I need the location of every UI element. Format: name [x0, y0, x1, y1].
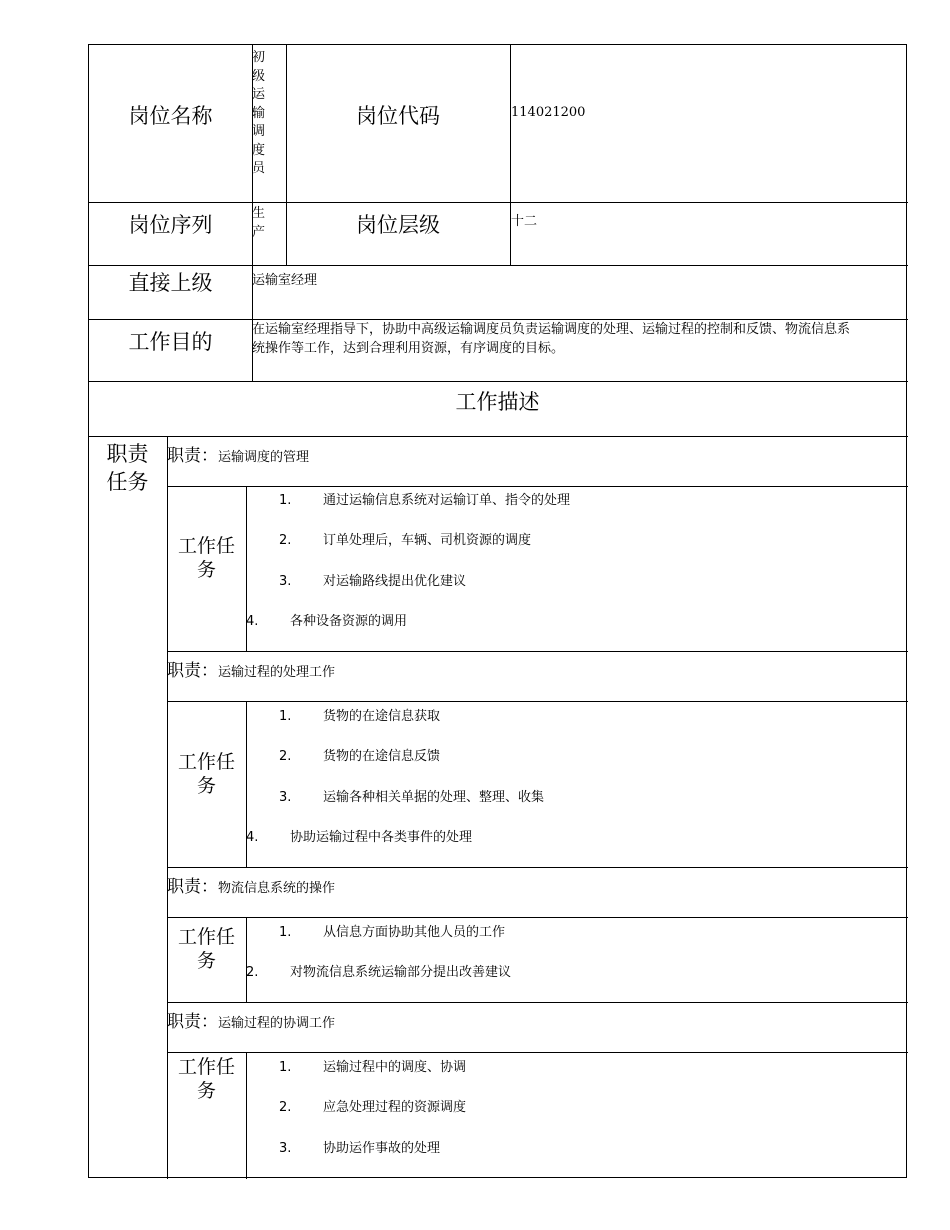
task-item — [279, 921, 505, 940]
task-number: 1. — [279, 709, 292, 724]
task-item — [246, 610, 407, 629]
task-text: 货物的在途信息获取 — [323, 709, 441, 724]
col-divider — [510, 45, 511, 265]
task-text: 应急处理过程的资源调度 — [323, 1100, 467, 1115]
duty-title — [167, 441, 309, 466]
task-label-line: 务 — [196, 775, 216, 797]
task-item — [279, 745, 440, 764]
row-divider — [89, 319, 908, 320]
position-code-value: 114021200 — [511, 105, 586, 120]
task-label — [167, 534, 246, 582]
duty-task-label-line: 任务 — [106, 470, 149, 494]
row-divider — [89, 265, 908, 266]
supervisor-label: 直接上级 — [128, 271, 213, 295]
task-item — [279, 570, 466, 589]
supervisor-value: 运输室经理 — [252, 273, 318, 288]
task-label — [167, 925, 246, 973]
task-item — [279, 1056, 466, 1075]
row-divider — [167, 701, 908, 702]
task-number: 4. — [246, 830, 259, 845]
task-number: 2. — [246, 965, 259, 980]
task-text: 从信息方面协助其他人员的工作 — [323, 925, 506, 940]
task-item — [279, 1096, 466, 1115]
col-divider — [246, 1052, 247, 1179]
duty-title-text: 物流信息系统的操作 — [218, 881, 336, 896]
task-label-line: 务 — [196, 559, 216, 581]
task-number: 1. — [279, 1060, 292, 1075]
duty-prefix: 职责： — [167, 1012, 218, 1032]
task-item — [246, 826, 472, 845]
position-code-label: 岗位代码 — [356, 104, 440, 128]
row-divider — [89, 202, 908, 203]
task-number: 2. — [279, 533, 292, 548]
task-text: 通过运输信息系统对运输订单、指令的处理 — [323, 493, 571, 508]
duty-title-text: 运输过程的处理工作 — [218, 665, 336, 680]
duty-title — [167, 872, 335, 897]
task-text: 订单处理后，车辆、司机资源的调度 — [323, 533, 532, 548]
section-title: 工作描述 — [455, 390, 540, 414]
duty-title — [167, 1007, 335, 1032]
task-number: 2. — [279, 749, 292, 764]
duty-prefix: 职责： — [167, 877, 218, 897]
row-divider — [89, 436, 908, 437]
row-divider — [167, 917, 908, 918]
task-item — [279, 1137, 440, 1156]
task-number: 1. — [279, 493, 292, 508]
task-item — [246, 961, 511, 980]
task-item — [279, 489, 570, 508]
duty-title — [167, 656, 335, 681]
task-number: 3. — [279, 790, 292, 805]
task-label — [167, 1055, 246, 1103]
position-series-label: 岗位序列 — [128, 213, 213, 237]
duty-title-text: 运输调度的管理 — [218, 450, 310, 465]
task-text: 对物流信息系统运输部分提出改善建议 — [290, 965, 512, 980]
task-text: 运输各种相关单据的处理、整理、收集 — [323, 790, 545, 805]
position-level-value: 十二 — [511, 214, 538, 229]
row-divider — [167, 486, 908, 487]
duty-task-label-line: 职责 — [106, 442, 149, 466]
task-text: 货物的在途信息反馈 — [323, 749, 441, 764]
task-label-line: 务 — [196, 950, 216, 972]
task-number: 3. — [279, 574, 292, 589]
row-divider — [167, 1002, 908, 1003]
task-text: 运输过程中的调度、协调 — [323, 1060, 467, 1075]
duty-task-label — [88, 440, 167, 496]
duty-title-text: 运输过程的协调工作 — [218, 1016, 336, 1031]
task-number: 3. — [279, 1141, 292, 1156]
task-number: 2. — [279, 1100, 292, 1115]
purpose-label: 工作目的 — [128, 330, 213, 354]
position-series-value: 生产 — [252, 206, 266, 240]
purpose-text-line: 统操作等工作，达到合理利用资源，有序调度的目标。 — [252, 341, 565, 356]
row-divider — [167, 1052, 908, 1053]
task-label-line: 工作任 — [177, 751, 235, 773]
task-number: 1. — [279, 925, 292, 940]
task-label-line: 工作任 — [177, 926, 235, 948]
position-level-label: 岗位层级 — [356, 213, 440, 237]
task-item — [279, 705, 440, 724]
task-item — [279, 786, 544, 805]
position-name-label: 岗位名称 — [128, 104, 213, 128]
row-divider — [167, 867, 908, 868]
task-label-line: 工作任 — [177, 1056, 235, 1078]
task-label — [167, 750, 246, 798]
col-divider — [246, 917, 247, 1002]
duty-prefix: 职责： — [167, 446, 218, 466]
duty-prefix: 职责： — [167, 661, 218, 681]
row-divider — [89, 381, 908, 382]
task-text: 协助运输过程中各类事件的处理 — [290, 830, 473, 845]
task-label-line: 务 — [196, 1080, 216, 1102]
row-divider — [167, 651, 908, 652]
task-text: 对运输路线提出优化建议 — [323, 574, 467, 589]
task-text: 协助运作事故的处理 — [323, 1141, 441, 1156]
task-item — [279, 529, 531, 548]
position-name-value: 初级运输调度员 — [252, 50, 266, 176]
task-text: 各种设备资源的调用 — [290, 614, 408, 629]
task-number: 4. — [246, 614, 259, 629]
purpose-text-line: 在运输室经理指导下，协助中高级运输调度员负责运输调度的处理、运输过程的控制和反馈、物流信息系 — [252, 322, 851, 337]
task-label-line: 工作任 — [177, 535, 235, 557]
